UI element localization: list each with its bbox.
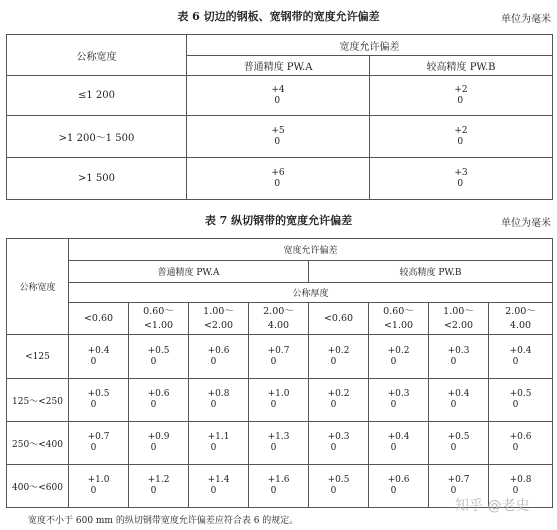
tolerance-cell (69, 379, 129, 422)
tol-upper: +1.2 (147, 475, 170, 485)
tol-upper: +6 (271, 167, 285, 178)
tolerance-cell (429, 422, 489, 465)
table7-header-pwb: 较高精度 PW.B (309, 261, 553, 283)
tol-upper: +0.2 (387, 345, 410, 356)
table6-pwb-cell (370, 116, 553, 158)
tol-upper: +1.0 (267, 389, 290, 399)
tolerance-cell (489, 379, 553, 422)
tolerance-cell (489, 335, 553, 379)
tol-lower: 0 (210, 486, 217, 496)
tol-upper: +1.4 (207, 475, 230, 485)
tol-lower: 0 (90, 443, 97, 453)
tol-upper: +0.3 (327, 432, 350, 442)
table7-caption (0, 210, 557, 228)
tol-upper: +4 (271, 84, 285, 95)
tol-upper: +0.5 (147, 345, 170, 356)
tolerance-cell (189, 379, 249, 422)
table7-header-pwa: 普通精度 PW.A (69, 261, 309, 283)
tol-lower: 0 (270, 443, 277, 453)
table6-pwa-cell (187, 116, 370, 158)
table6-width-cell: >1 500 (7, 158, 187, 200)
tol-upper: +0.8 (207, 389, 230, 399)
table6-pwb-cell (370, 76, 553, 116)
tol-upper: +1.3 (267, 432, 290, 442)
table-row (7, 158, 553, 200)
tolerance-cell (189, 335, 249, 379)
tol-lower: 0 (390, 486, 397, 496)
watermark: 知乎 @老史 (455, 498, 530, 514)
thickness-bottom: 4.00 (267, 319, 290, 331)
thickness-top: <0.60 (323, 312, 354, 324)
table6-width-cell: >1 200～1 500 (7, 116, 187, 158)
tol-lower: 0 (450, 443, 457, 453)
tol-lower: 0 (390, 400, 397, 410)
tol-upper: +0.9 (147, 432, 170, 442)
table7-header-tolerance: 宽度允许偏差 (69, 239, 553, 261)
tolerance-cell (489, 422, 553, 465)
tolerance-cell (129, 379, 189, 422)
table7 (6, 238, 553, 508)
tolerance-cell (309, 335, 369, 379)
tol-upper: +0.6 (147, 389, 170, 399)
tol-upper: +0.6 (509, 432, 532, 442)
table6-header-pwa: 普通精度 PW.A (187, 56, 370, 76)
table6-pwb-cell (370, 158, 553, 200)
thickness-bottom: 4.00 (509, 319, 532, 331)
tol-upper: +0.2 (327, 345, 350, 356)
tolerance-cell (69, 465, 129, 508)
tol-lower: 0 (330, 443, 337, 453)
thickness-top: 0.60～ (383, 305, 414, 317)
table6 (6, 34, 553, 200)
table6-unit: 单位为毫米 (501, 14, 551, 25)
tol-upper: +0.3 (387, 389, 410, 399)
thickness-bottom: <2.00 (203, 319, 234, 331)
table6-header-width: 公称宽度 (7, 35, 187, 76)
tol-lower: 0 (270, 400, 277, 410)
thickness-top: 1.00～ (203, 305, 234, 317)
table-row (7, 116, 553, 158)
tolerance-cell (369, 422, 429, 465)
tol-upper: +0.5 (447, 432, 470, 442)
tolerance-cell (249, 465, 309, 508)
tol-lower: 0 (450, 400, 457, 410)
table6-header-tolerance: 宽度允许偏差 (187, 35, 553, 56)
table6-header-pwb: 较高精度 PW.B (370, 56, 553, 76)
tolerance-cell (189, 422, 249, 465)
tol-upper: +3 (454, 167, 468, 178)
tol-lower: 0 (90, 356, 97, 367)
table-row (7, 379, 553, 422)
tol-upper: +0.4 (509, 345, 532, 356)
tol-upper: +5 (271, 125, 285, 136)
tol-upper: +0.7 (447, 475, 470, 485)
tol-lower: 0 (512, 400, 519, 410)
table6-caption (0, 6, 557, 24)
tol-upper: +2 (454, 125, 468, 136)
thickness-cell (489, 303, 553, 335)
tol-lower: 0 (330, 486, 337, 496)
tol-lower: 0 (390, 443, 397, 453)
tol-lower: 0 (270, 356, 277, 367)
tol-lower: 0 (150, 400, 157, 410)
table7-thickness-row (7, 303, 553, 335)
table7-header-thickness: 公称厚度 (69, 283, 553, 303)
tol-upper: +0.4 (387, 432, 410, 442)
tol-upper: +0.3 (447, 345, 470, 356)
tol-lower: 0 (90, 486, 97, 496)
tol-lower: 0 (330, 400, 337, 410)
tol-lower: 0 (390, 356, 397, 367)
tol-lower: 0 (210, 400, 217, 410)
tol-lower: 0 (210, 356, 217, 367)
tolerance-cell (369, 465, 429, 508)
tolerance-cell (129, 335, 189, 379)
tol-lower: 0 (330, 356, 337, 367)
tol-upper: +0.5 (87, 389, 110, 399)
tol-lower: 0 (270, 486, 277, 496)
table-row (7, 422, 553, 465)
tol-lower: 0 (90, 400, 97, 410)
table-row (7, 76, 553, 116)
thickness-bottom: <1.00 (383, 319, 414, 331)
tolerance-cell (189, 465, 249, 508)
tol-lower: 0 (457, 95, 464, 106)
table-row (7, 335, 553, 379)
tolerance-cell (309, 465, 369, 508)
tol-upper: +1.0 (87, 475, 110, 485)
thickness-cell (369, 303, 429, 335)
table6-title: 表 6 切边的钢板、宽钢带的宽度允许偏差 (177, 10, 380, 23)
tolerance-cell (129, 422, 189, 465)
tol-upper: +0.7 (267, 345, 290, 356)
tol-lower: 0 (274, 136, 281, 147)
tolerance-cell (369, 335, 429, 379)
thickness-top: 2.00～ (263, 305, 294, 317)
tol-lower: 0 (210, 443, 217, 453)
tol-upper: +0.5 (327, 475, 350, 485)
thickness-cell (309, 303, 369, 335)
tolerance-cell (309, 422, 369, 465)
thickness-cell (69, 303, 129, 335)
tolerance-cell (429, 379, 489, 422)
thickness-cell (189, 303, 249, 335)
table7-unit: 单位为毫米 (501, 218, 551, 229)
tolerance-cell (69, 335, 129, 379)
table7-width-cell: 250～<400 (7, 422, 69, 465)
thickness-cell (429, 303, 489, 335)
tolerance-cell (309, 379, 369, 422)
tol-upper: +1.6 (267, 475, 290, 485)
tol-upper: +1.1 (207, 432, 230, 442)
thickness-top: 2.00～ (505, 305, 536, 317)
tolerance-cell (369, 379, 429, 422)
thickness-top: 0.60～ (143, 305, 174, 317)
table7-width-cell: 125～<250 (7, 379, 69, 422)
thickness-bottom: <2.00 (443, 319, 474, 331)
tol-lower: 0 (512, 356, 519, 367)
tol-lower: 0 (512, 443, 519, 453)
tolerance-cell (69, 422, 129, 465)
tolerance-cell (249, 422, 309, 465)
tol-lower: 0 (457, 136, 464, 147)
tol-lower: 0 (274, 95, 281, 106)
tol-lower: 0 (512, 486, 519, 496)
tol-upper: +0.4 (87, 345, 110, 356)
tol-lower: 0 (450, 356, 457, 367)
tol-upper: +0.4 (447, 389, 470, 399)
tol-lower: 0 (457, 178, 464, 189)
tol-lower: 0 (150, 356, 157, 367)
table7-width-cell: 400～<600 (7, 465, 69, 508)
tolerance-cell (249, 335, 309, 379)
tol-lower: 0 (150, 443, 157, 453)
table7-title: 表 7 纵切钢带的宽度允许偏差 (204, 214, 353, 227)
tol-upper: +0.6 (207, 345, 230, 356)
tolerance-cell (249, 379, 309, 422)
thickness-top: 1.00～ (443, 305, 474, 317)
thickness-bottom: <1.00 (143, 319, 174, 331)
thickness-cell (249, 303, 309, 335)
tol-upper: +0.6 (387, 475, 410, 485)
tol-upper: +2 (454, 84, 468, 95)
thickness-top: <0.60 (83, 312, 114, 324)
table7-width-cell: <125 (7, 335, 69, 379)
table6-width-cell: ≤1 200 (7, 76, 187, 116)
tol-lower: 0 (274, 178, 281, 189)
tolerance-cell (429, 335, 489, 379)
thickness-cell (129, 303, 189, 335)
table7-header-width: 公称宽度 (7, 239, 69, 335)
tol-upper: +0.2 (327, 389, 350, 399)
tol-upper: +0.8 (509, 475, 532, 485)
tol-lower: 0 (450, 486, 457, 496)
tolerance-cell (129, 465, 189, 508)
table6-pwa-cell (187, 76, 370, 116)
tol-upper: +0.7 (87, 432, 110, 442)
table7-footnote: 宽度不小于 600 mm 的纵切钢带宽度允许偏差应符合表 6 的规定。 (28, 516, 299, 526)
tol-upper: +0.5 (509, 389, 532, 399)
table6-pwa-cell (187, 158, 370, 200)
tol-lower: 0 (150, 486, 157, 496)
